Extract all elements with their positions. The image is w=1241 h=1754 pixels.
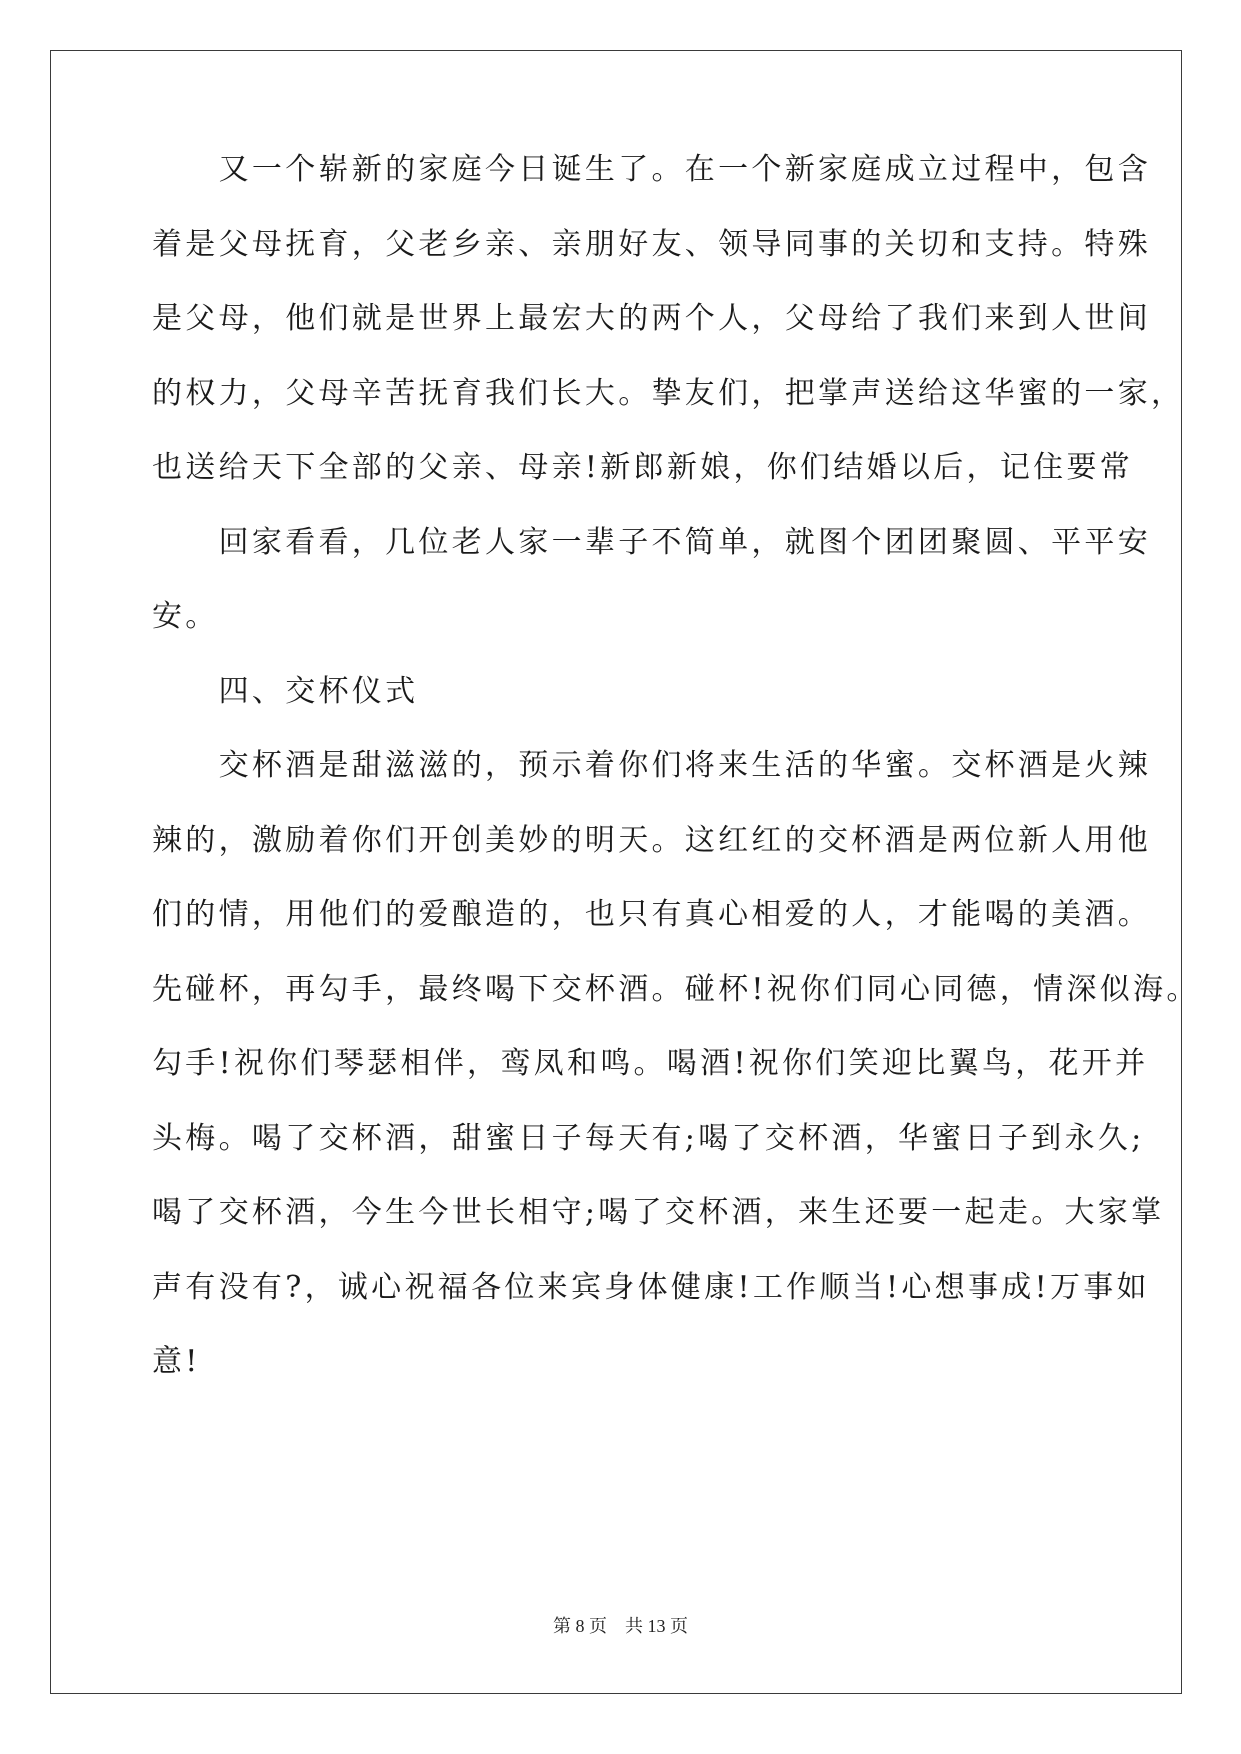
text-line: 又一个崭新的家庭今日诞生了。在一个新家庭成立过程中，包含: [152, 152, 1151, 187]
text-line: 声有没有?，诚心祝福各位来宾身体健康!工作顺当!心想事成!万事如: [152, 1270, 1150, 1305]
text-line: 着是父母抚育，父老乡亲、亲朋好友、领导同事的关切和支持。特殊: [152, 227, 1151, 262]
text-line: 辣的，激励着你们开创美妙的明天。这红红的交杯酒是两位新人用他: [152, 823, 1151, 858]
text-line: 也送给天下全部的父亲、母亲!新郎新娘，你们结婚以后，记住要常: [152, 450, 1134, 485]
page-number: 第 8 页 共 13 页: [553, 1616, 688, 1636]
text-line: 意!: [152, 1344, 201, 1379]
text-line: 先碰杯，再勾手，最终喝下交杯酒。碰杯!祝你们同心同德，情深似海。: [152, 972, 1200, 1007]
text-line: 喝了交杯酒，今生今世长相守;喝了交杯酒，来生还要一起走。大家掌: [152, 1195, 1165, 1230]
text-line: 勾手!祝你们琴瑟相伴，鸾凤和鸣。喝酒!祝你们笑迎比翼鸟，花开并: [152, 1046, 1149, 1081]
text-line: 头梅。喝了交杯酒，甜蜜日子每天有;喝了交杯酒，华蜜日子到永久;: [152, 1121, 1145, 1156]
text-line: 交杯酒是甜滋滋的，预示着你们将来生活的华蜜。交杯酒是火辣: [152, 748, 1151, 783]
section-heading: 四、交杯仪式: [152, 674, 419, 709]
text-line: 们的情，用他们的爱酿造的，也只有真心相爱的人，才能喝的美酒。: [152, 897, 1151, 932]
text-line: 是父母，他们就是世界上最宏大的两个人，父母给了我们来到人世间: [152, 301, 1151, 336]
text-line: 的权力，父母辛苦抚育我们长大。挚友们，把掌声送给这华蜜的一家，: [152, 376, 1185, 411]
text-line: 回家看看，几位老人家一辈子不简单，就图个团团聚圆、平平安: [152, 525, 1151, 560]
page-border: [50, 50, 1200, 1694]
text-line: 安。: [152, 599, 219, 634]
